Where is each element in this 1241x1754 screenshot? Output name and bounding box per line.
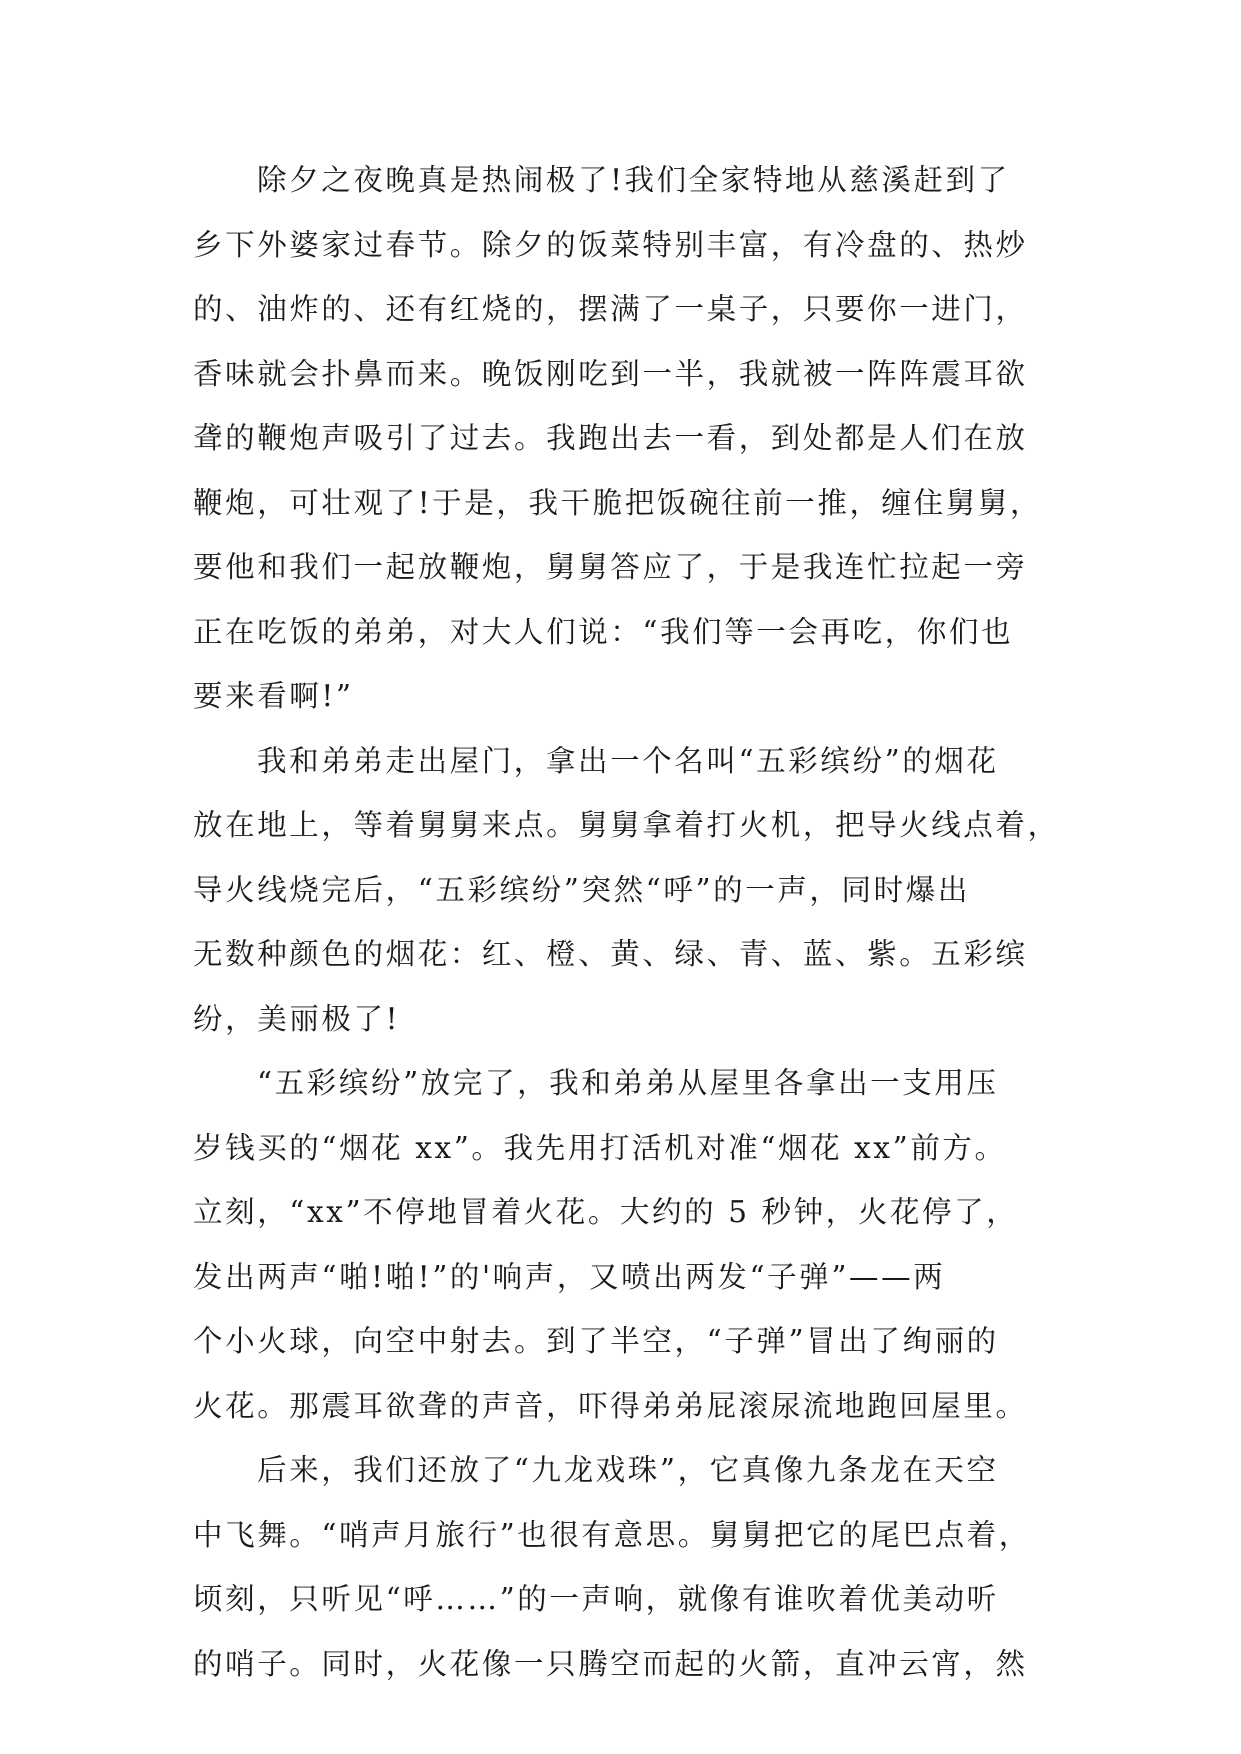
text-line: 后来，我们还放了“九龙戏珠”，它真像九条龙在天空: [257, 1453, 999, 1487]
paragraph-colorful-firework: [193, 741, 1073, 1064]
text-line: “五彩缤纷”放完了，我和弟弟从屋里各拿出一支用压: [257, 1066, 999, 1100]
text-line: 放在地上，等着舅舅来点。舅舅拿着打火机，把导火线点着，: [193, 808, 1060, 842]
text-line: 鞭炮，可壮观了!于是，我干脆把饭碗往前一推，缠住舅舅，: [193, 485, 1043, 520]
text-line: 香味就会扑鼻而来。晚饭刚吃到一半，我就被一阵阵震耳欲: [193, 356, 1028, 391]
article-body: [193, 160, 1073, 1708]
text-line: 的哨子。同时，火花像一只腾空而起的火箭，直冲云宵，然: [193, 1646, 1028, 1681]
text-line: 的、油炸的、还有红烧的，摆满了一桌子，只要你一进门，: [193, 292, 1028, 326]
text-line: 乡下外婆家过春节。除夕的饭菜特别丰富，有冷盘的、热炒: [193, 227, 1028, 262]
text-line: 要他和我们一起放鞭炮，舅舅答应了，于是我连忙拉起一旁: [193, 550, 1028, 584]
text-line: 导火线烧完后，“五彩缤纷”突然“呼”的一声，同时爆出: [193, 872, 970, 907]
text-line: 中飞舞。“哨声月旅行”也很有意思。舅舅把它的尾巴点着，: [193, 1517, 1031, 1552]
paragraph-new-year-eve: [193, 160, 1073, 741]
text-line: 无数种颜色的烟花：红、橙、黄、绿、青、蓝、紫。五彩缤: [193, 937, 1028, 971]
text-line: 发出两声“啪!啪!”的'响声，又喷出两发“子弹”——两: [193, 1259, 946, 1294]
text-line: 要来看啊!”: [193, 679, 354, 713]
text-line: 聋的鞭炮声吸引了过去。我跑出去一看，到处都是人们在放: [193, 421, 1028, 455]
text-line: 个小火球，向空中射去。到了半空，“子弹”冒出了绚丽的: [193, 1324, 999, 1358]
text-line: 火花。那震耳欲聋的声音，吓得弟弟屁滚尿流地跑回屋里。: [193, 1388, 1028, 1423]
text-line: 我和弟弟走出屋门，拿出一个名叫“五彩缤纷”的烟花: [257, 743, 999, 778]
text-line: 除夕之夜晚真是热闹极了!我们全家特地从慈溪赶到了: [257, 163, 1010, 197]
text-line: 岁钱买的“烟花 xx”。我先用打活机对准“烟花 xx”前方。: [193, 1130, 1007, 1165]
text-line: 立刻，“xx”不停地冒着火花。大约的 5 秒钟，火花停了，: [193, 1195, 1019, 1229]
text-line: 正在吃饭的弟弟，对大人们说：“我们等一会再吃，你们也: [193, 614, 1014, 649]
text-line: 纷，美丽极了!: [193, 1001, 401, 1036]
paragraph-nine-dragons: [193, 1450, 1073, 1708]
text-line: 顷刻，只听见“呼……”的一声响，就像有谁吹着优美动听: [193, 1582, 999, 1616]
paragraph-firework-xx: [193, 1063, 1073, 1450]
